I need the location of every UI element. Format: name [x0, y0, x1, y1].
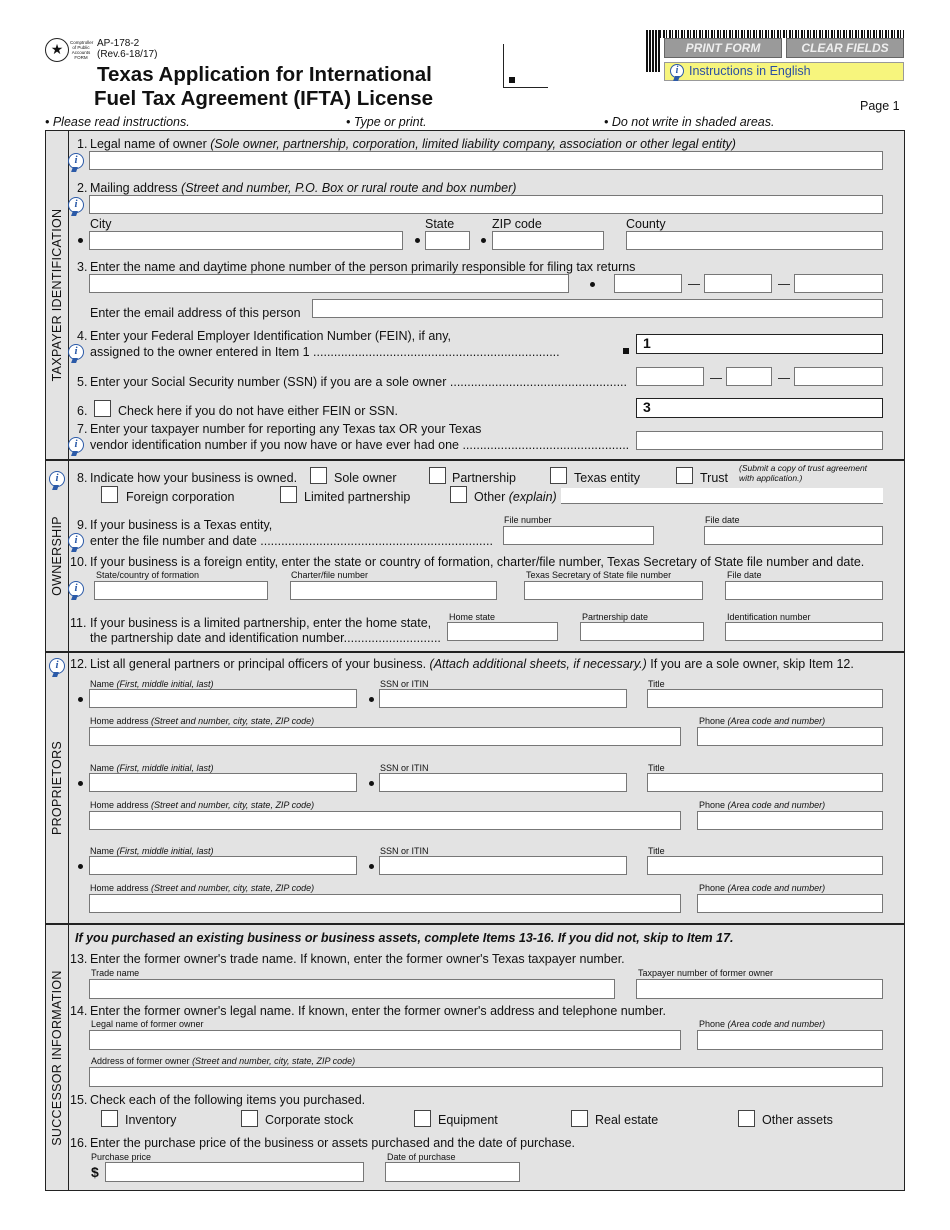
former-taxpayer-label: Taxpayer number of former owner: [638, 968, 774, 978]
former-legal-name-input[interactable]: [89, 1030, 681, 1050]
file-date2-label: File date: [727, 570, 762, 580]
partner-title-label: Title: [648, 679, 665, 689]
partnership-label: Partnership: [452, 471, 516, 485]
assigned-prefix: 3: [643, 399, 651, 415]
item-8-number: 8.: [77, 471, 88, 485]
item-12-number: 12.: [70, 657, 88, 671]
email-input[interactable]: [312, 299, 883, 318]
no-fein-ssn-checkbox[interactable]: [94, 400, 111, 417]
partner-name-label: Name (First, middle initial, last): [90, 679, 214, 689]
identification-number-label: Identification number: [727, 612, 811, 622]
phone-prefix-input[interactable]: [704, 274, 772, 293]
state-country-input[interactable]: [94, 581, 268, 600]
partner-phone-input[interactable]: [697, 811, 883, 830]
ssn-part1-input[interactable]: [636, 367, 704, 386]
item-9-number: 9.: [77, 518, 88, 532]
item-4-number: 4.: [77, 329, 88, 343]
item-3-number: 3.: [77, 260, 88, 274]
real-estate-checkbox[interactable]: [571, 1110, 588, 1127]
file-date-label: File date: [705, 515, 740, 525]
item-11-line1: If your business is a limited partnership, enter the home state,: [90, 616, 432, 630]
info-icon[interactable]: i: [49, 658, 65, 674]
other-label: Other (explain): [474, 490, 557, 504]
former-taxpayer-input[interactable]: [636, 979, 883, 999]
item-1-label: Legal name of owner (Sole owner, partnership, corporation, limited liability company, association or other legal entity): [90, 137, 736, 151]
trust-label: Trust: [700, 471, 729, 485]
other-assets-checkbox[interactable]: [738, 1110, 755, 1127]
partner-address-input[interactable]: [89, 727, 681, 746]
state-input[interactable]: [425, 231, 470, 250]
ssn-part2-input[interactable]: [726, 367, 772, 386]
info-icon[interactable]: i: [68, 344, 84, 360]
former-address-label: Address of former owner (Street and number, city, state, ZIP code): [91, 1056, 356, 1066]
other-assets-label: Other assets: [762, 1113, 833, 1127]
info-icon[interactable]: i: [68, 581, 84, 597]
partner-ssn-label: SSN or ITIN: [380, 763, 429, 773]
partner-title-input[interactable]: [647, 856, 883, 875]
item-12-label: List all general partners or principal officers of your business. (Attach additional sheets, if necessary.) If you are a sole owner, skip Item 12.: [90, 657, 854, 671]
item-11-line2: the partnership date and identification number............................: [90, 631, 441, 645]
responsible-person-input[interactable]: [89, 274, 569, 293]
charter-label: Charter/file number: [291, 570, 369, 580]
info-icon[interactable]: i: [68, 533, 84, 549]
instructions-link[interactable]: [664, 62, 904, 81]
partner-address-label: Home address (Street and number, city, state, ZIP code): [90, 800, 315, 810]
registration-square: [509, 77, 515, 83]
partner-title-input[interactable]: [647, 689, 883, 708]
county-label: County: [626, 217, 666, 231]
mailing-address-input[interactable]: [89, 195, 883, 214]
trust-note-2: with application.): [739, 473, 803, 483]
form-revision: (Rev.6-18/17): [97, 49, 158, 60]
zip-input[interactable]: [492, 231, 604, 250]
former-legal-name-label: Legal name of former owner: [91, 1019, 204, 1029]
inventory-label: Inventory: [125, 1113, 177, 1127]
item-2-number: 2.: [77, 181, 88, 195]
former-address-input[interactable]: [89, 1067, 883, 1087]
fein-input[interactable]: [636, 334, 883, 354]
real-estate-label: Real estate: [595, 1113, 659, 1127]
home-state-label: Home state: [449, 612, 496, 622]
partner-address-label: Home address (Street and number, city, state, ZIP code): [90, 883, 315, 893]
sos-file-input[interactable]: [524, 581, 703, 600]
item-16-label: Enter the purchase price of the business or assets purchased and the date of purchase.: [90, 1136, 576, 1150]
comptroller-seal: ★: [45, 38, 69, 62]
sole-owner-checkbox[interactable]: [310, 467, 327, 484]
partner-phone-label: Phone (Area code and number): [699, 883, 826, 893]
item-4-line1: Enter your Federal Employer Identification Number (FEIN), if any,: [90, 329, 452, 343]
barcode: [660, 30, 904, 38]
date-purchase-input[interactable]: [385, 1162, 520, 1182]
item-5-label: Enter your Social Security number (SSN) if you are a sole owner ...................................................: [90, 375, 627, 389]
former-phone-label: Phone (Area code and number): [699, 1019, 826, 1029]
partner-address-label: Home address (Street and number, city, state, ZIP code): [90, 716, 315, 726]
item-13-number: 13.: [70, 952, 88, 966]
ssn-part3-input[interactable]: [794, 367, 883, 386]
partner-ssn-input[interactable]: [379, 689, 627, 708]
clear-fields-button[interactable]: CLEAR FIELDS: [786, 38, 904, 58]
limited-partnership-checkbox[interactable]: [280, 486, 297, 503]
seal-text: Comptroller of Public Accounts FORM: [70, 40, 94, 60]
file-number-input[interactable]: [503, 526, 654, 545]
phone-area-input[interactable]: [614, 274, 682, 293]
info-icon[interactable]: i: [68, 153, 84, 169]
partnership-date-label: Partnership date: [582, 612, 649, 622]
barcode-left: [646, 30, 660, 72]
item-16-number: 16.: [70, 1136, 88, 1150]
item-9-line1: If your business is a Texas entity,: [90, 518, 273, 532]
partner-ssn-input[interactable]: [379, 773, 627, 792]
partner-name-input[interactable]: [89, 856, 357, 875]
info-icon[interactable]: i: [68, 437, 84, 453]
zip-label: ZIP code: [492, 217, 542, 231]
partner-address-input[interactable]: [89, 894, 681, 913]
city-input[interactable]: [89, 231, 403, 250]
home-state-input[interactable]: [447, 622, 558, 641]
item-4-line2: assigned to the owner entered in Item 1 .......................................................................: [90, 345, 560, 359]
item-7-line1: Enter your taxpayer number for reporting any Texas tax OR your Texas: [90, 422, 482, 436]
partner-title-input[interactable]: [647, 773, 883, 792]
email-label: Enter the email address of this person: [90, 306, 301, 320]
partner-title-label: Title: [648, 846, 665, 856]
form-number: AP-178-2: [97, 38, 140, 49]
item-11-number: 11.: [70, 616, 87, 630]
note-read: • Please read instructions.: [45, 115, 190, 129]
trade-name-input[interactable]: [89, 979, 615, 999]
sos-file-label: Texas Secretary of State file number: [526, 570, 672, 580]
instructions-label: Instructions in English: [689, 64, 811, 78]
texas-entity-label: Texas entity: [574, 471, 641, 485]
note-type: • Type or print.: [346, 115, 427, 129]
date-purchase-label: Date of purchase: [387, 1152, 456, 1162]
former-phone-input[interactable]: [697, 1030, 883, 1050]
limited-partnership-label: Limited partnership: [304, 490, 411, 504]
page-title-line2: Fuel Tax Agreement (IFTA) License: [94, 87, 434, 110]
item-15-number: 15.: [70, 1093, 88, 1107]
other-checkbox[interactable]: [450, 486, 467, 503]
dollar-sign: $: [91, 1164, 99, 1180]
partner-title-label: Title: [648, 763, 665, 773]
state-country-label: State/country of formation: [96, 570, 200, 580]
item-2-label: Mailing address (Street and number, P.O. Box or rural route and box number): [90, 181, 517, 195]
item-7-line2: vendor identification number if you now have or have ever had one ................................................: [90, 438, 630, 452]
item-7-number: 7.: [77, 422, 88, 436]
partner-name-input[interactable]: [89, 773, 357, 792]
partner-address-input[interactable]: [89, 811, 681, 830]
successor-intro: If you purchased an existing business or business assets, complete Items 13-16. If you did not, skip to Item 17.: [75, 931, 734, 945]
partner-ssn-label: SSN or ITIN: [380, 679, 429, 689]
partner-phone-input[interactable]: [697, 894, 883, 913]
foreign-corporation-label: Foreign corporation: [126, 490, 235, 504]
item-5-number: 5.: [77, 375, 88, 389]
corporate-stock-checkbox[interactable]: [241, 1110, 258, 1127]
charter-input[interactable]: [290, 581, 497, 600]
partnership-date-input[interactable]: [580, 622, 704, 641]
item-6-number: 6.: [77, 404, 88, 418]
other-explain-input[interactable]: [561, 488, 883, 504]
texas-entity-checkbox[interactable]: [550, 467, 567, 484]
purchase-price-input[interactable]: [105, 1162, 364, 1182]
section-label-taxpayer: TAXPAYER IDENTIFICATION: [50, 208, 64, 382]
partner-name-input[interactable]: [89, 689, 357, 708]
identification-number-input[interactable]: [725, 622, 883, 641]
file-date2-input[interactable]: [725, 581, 883, 600]
item-14-label: Enter the former owner's legal name. If known, enter the former owner's address and telephone number.: [90, 1004, 666, 1018]
partner-phone-label: Phone (Area code and number): [699, 800, 826, 810]
file-number-label: File number: [504, 515, 552, 525]
inventory-checkbox[interactable]: [101, 1110, 118, 1127]
trust-note-1: (Submit a copy of trust agreement: [739, 463, 868, 473]
page-number: Page 1: [860, 99, 900, 113]
foreign-corporation-checkbox[interactable]: [101, 486, 118, 503]
taxpayer-number-input[interactable]: [636, 431, 883, 450]
item-8-label: Indicate how your business is owned.: [90, 471, 298, 485]
sole-owner-label: Sole owner: [334, 471, 397, 485]
item-1-number: 1.: [77, 137, 88, 151]
trust-checkbox[interactable]: [676, 467, 693, 484]
fein-prefix: 1: [643, 335, 651, 351]
partner-name-label: Name (First, middle initial, last): [90, 846, 214, 856]
corporate-stock-label: Corporate stock: [265, 1113, 354, 1127]
partner-ssn-label: SSN or ITIN: [380, 846, 429, 856]
state-label: State: [425, 217, 455, 231]
purchase-price-label: Purchase price: [91, 1152, 152, 1162]
trade-name-label: Trade name: [91, 968, 140, 978]
info-icon: i: [670, 64, 684, 78]
partner-phone-label: Phone (Area code and number): [699, 716, 826, 726]
partner-ssn-input[interactable]: [379, 856, 627, 875]
item-6-label: Check here if you do not have either FEIN or SSN.: [118, 404, 398, 418]
note-shaded: • Do not write in shaded areas.: [604, 115, 775, 129]
section-label-proprietors: PROPRIETORS: [50, 740, 64, 836]
equipment-checkbox[interactable]: [414, 1110, 431, 1127]
partner-name-label: Name (First, middle initial, last): [90, 763, 214, 773]
info-icon[interactable]: i: [49, 471, 65, 487]
item-15-label: Check each of the following items you purchased.: [90, 1093, 366, 1107]
legal-name-input[interactable]: [89, 151, 883, 170]
item-10-number: 10.: [70, 555, 88, 569]
phone-line-input[interactable]: [794, 274, 883, 293]
section-label-successor: SUCCESSOR INFORMATION: [50, 969, 64, 1146]
page-title-line1: Texas Application for International: [97, 63, 432, 86]
file-date-input[interactable]: [704, 526, 883, 545]
partnership-checkbox[interactable]: [429, 467, 446, 484]
assigned-number-input[interactable]: [636, 398, 883, 418]
item-3-label: Enter the name and daytime phone number of the person primarily responsible for filing tax returns: [90, 260, 636, 274]
print-form-button[interactable]: PRINT FORM: [664, 38, 782, 58]
county-input[interactable]: [626, 231, 883, 250]
partner-phone-input[interactable]: [697, 727, 883, 746]
item-13-label: Enter the former owner's trade name. If known, enter the former owner's Texas taxpayer number.: [90, 952, 625, 966]
item-9-line2: enter the file number and date ...................................................................: [90, 534, 493, 548]
city-label: City: [90, 217, 112, 231]
section-label-ownership: OWNERSHIP: [50, 516, 64, 596]
item-14-number: 14.: [70, 1004, 88, 1018]
item-10-label: If your business is a foreign entity, enter the state or country of formation, charter/file number, Texas Secretary of State file number and date.: [90, 555, 865, 569]
info-icon[interactable]: i: [68, 197, 84, 213]
equipment-label: Equipment: [438, 1113, 498, 1127]
